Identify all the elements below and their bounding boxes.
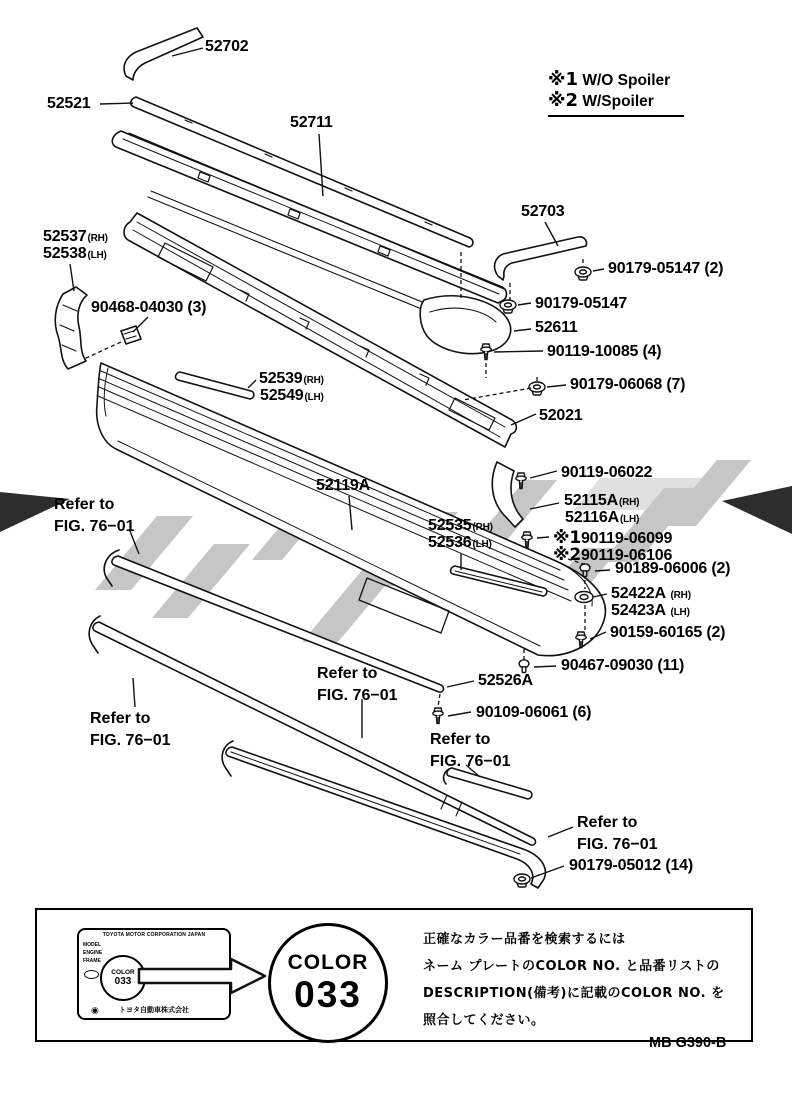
part-label-52537: 52537(RH): [43, 228, 108, 245]
part-label-90119-06106: ※290119-06106: [553, 545, 673, 565]
refer-note-2: Refer to FIG. 76−01: [90, 710, 171, 749]
toyota-logo-icon: ◉: [91, 1005, 99, 1015]
part-label-52115A: 52115A(RH): [564, 492, 640, 509]
plate-footer: トヨタ自動車株式会社: [119, 1006, 189, 1014]
part-label-52711: 52711: [290, 114, 333, 131]
part-label-52539: 52539(RH): [259, 370, 324, 387]
reference-mark-1: ※1: [553, 528, 581, 548]
refer-note-5: Refer to FIG. 76−01: [577, 814, 658, 853]
part-label-90468-04030: 90468-04030 (3): [91, 299, 207, 316]
color-code-badge: COLOR 033: [268, 923, 388, 1043]
part-label-90467-09030: 90467-09030 (11): [561, 657, 685, 674]
part-label-90179-05147: 90179-05147: [535, 295, 628, 312]
reference-mark-2: ※2: [548, 90, 579, 111]
reference-mark-1: ※1: [548, 69, 579, 90]
refer-note-4: Refer to FIG. 76−01: [430, 731, 511, 770]
part-label-52116A: 52116A(LH): [565, 509, 640, 526]
part-label-90179-06068: 90179-06068 (7): [570, 376, 686, 393]
legend-row-2: ※2 W/Spoiler: [548, 90, 654, 111]
part-label-52703: 52703: [521, 203, 565, 220]
part-label-90179-05012: 90179-05012 (14): [569, 857, 694, 874]
refer-note-1: Refer to FIG. 76−01: [54, 496, 135, 535]
part-label-52549: 52549(LH): [260, 387, 324, 404]
plate-field-labels: MODEL ENGINE FRAME: [83, 942, 103, 964]
refer-note-3: Refer to FIG. 76−01: [317, 665, 398, 704]
arrow-icon: [137, 954, 307, 998]
legend-row-1: ※1 W/O Spoiler: [548, 69, 671, 90]
part-label-52526A: 52526A: [478, 672, 533, 689]
part-label-52021: 52021: [539, 407, 583, 424]
color-info-box: [35, 908, 753, 1042]
part-label-90119-10085: 90119-10085 (4): [547, 343, 662, 360]
part-label-90189-06006: 90189-06006 (2): [615, 560, 731, 577]
plate-header: TOYOTA MOTOR CORPORATION JAPAN: [102, 932, 206, 938]
part-label-52119A: 52119A: [316, 477, 370, 494]
spoiler-legend: [548, 70, 684, 117]
reference-mark-2: ※2: [553, 545, 581, 565]
part-label-90119-06099: ※190119-06099: [553, 528, 673, 548]
part-label-52423A: 52423A (LH): [611, 602, 690, 619]
part-label-52521: 52521: [47, 95, 91, 112]
part-label-90119-06022: 90119-06022: [561, 464, 653, 481]
part-label-90109-06061: 90109-06061 (6): [476, 704, 592, 721]
part-label-52702: 52702: [205, 38, 249, 55]
part-label-90179-05147-2: 90179-05147 (2): [608, 260, 724, 277]
plate-oval: [84, 970, 99, 979]
part-label-52535: 52535(RH): [428, 517, 493, 534]
plate-color-circle: COLOR 033: [100, 955, 146, 1001]
part-label-52611: 52611: [535, 319, 578, 336]
part-label-90159-60165: 90159-60165 (2): [610, 624, 726, 641]
color-lookup-note: 正確なカラー品番を検索するには ネーム プレートのCOLOR NO. と品番リストの DESCRIPTION(備考)に記載のCOLOR NO. を 照合してください。: [423, 932, 725, 1028]
part-label-52422A: 52422A (RH): [611, 585, 691, 602]
part-label-52536: 52536(LH): [428, 534, 492, 551]
figure-code: MB G390-B: [649, 1035, 727, 1051]
part-label-52538: 52538(LH): [43, 245, 107, 262]
